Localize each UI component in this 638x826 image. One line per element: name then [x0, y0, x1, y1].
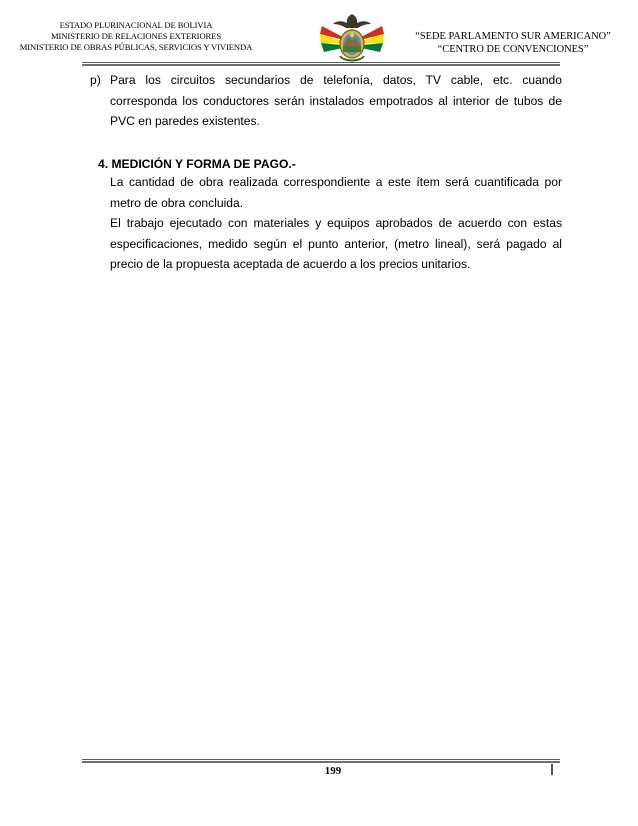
page-number-bar [551, 764, 553, 775]
header-rule-thin [82, 62, 560, 63]
paragraph: La cantidad de obra realizada correspondiente a este ítem será cuantificada por metro de obra concluida. [110, 175, 562, 210]
page-number: 199 [324, 765, 342, 777]
footer-rule-thin [82, 759, 560, 760]
list-item-marker: p) [90, 73, 101, 87]
header-left-line-3: MINISTERIO DE OBRAS PÚBLICAS, SERVICIOS Y VIVIENDA [19, 42, 253, 52]
list-item-text: Para los circuitos secundarios de telefonía, datos, TV cable, etc. cuando corresponda los conductores serán instalados empotrados al interior de tubos de PVC en paredes existentes. [110, 73, 562, 128]
bolivia-coat-of-arms-icon [316, 12, 388, 68]
footer-rule [82, 761, 560, 763]
header-right-line-2: “CENTRO DE CONVENCIONES” [437, 44, 589, 55]
section-heading: 4. MEDICIÓN Y FORMA DE PAGO.- [98, 157, 296, 171]
header-rule [82, 64, 560, 66]
header-left-line-2: MINISTERIO DE RELACIONES EXTERIORES [50, 31, 222, 41]
header-project [388, 30, 638, 56]
header-right-line-1: “SEDE PARLAMENTO SUR AMERICANO” [415, 31, 611, 42]
section-body [110, 172, 562, 275]
paragraph: El trabajo ejecutado con materiales y equipos aprobados de acuerdo con estas especificaciones, medido según el punto anterior, (metro lineal), será pagado al precio de la propuesta aceptada de acuerdo a los precios unitarios. [110, 216, 562, 271]
header-institutions [6, 20, 266, 53]
header-left-line-1: ESTADO PLURINACIONAL DE BOLIVIA [59, 20, 213, 30]
